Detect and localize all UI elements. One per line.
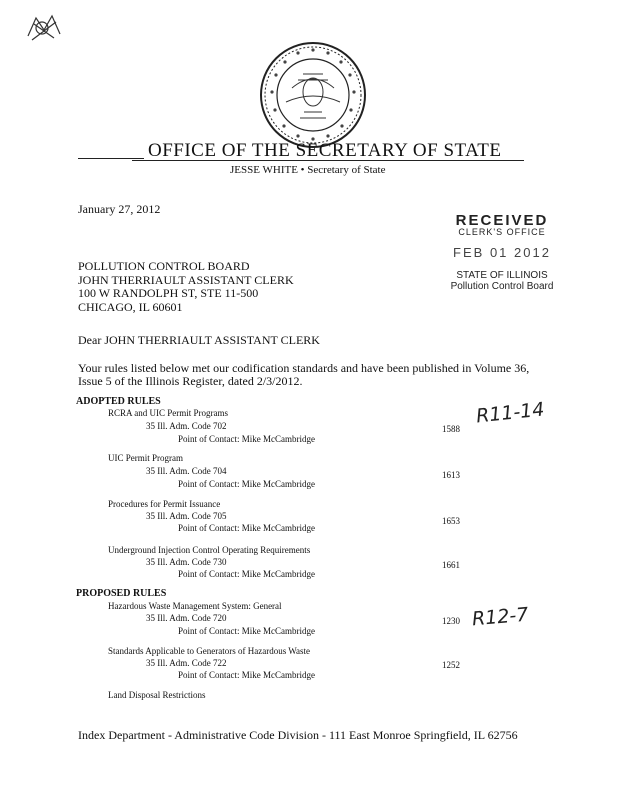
rule-title: Land Disposal Restrictions — [108, 690, 206, 700]
state-seal-icon — [258, 40, 368, 150]
rule-title: Hazardous Waste Management System: General — [108, 601, 282, 611]
recipient-address — [78, 260, 294, 314]
rule-page: 1661 — [442, 560, 460, 570]
secretary-line: JESSE WHITE • Secretary of State — [230, 164, 386, 176]
stamp-board: Pollution Control Board — [450, 281, 554, 292]
handwritten-docket-r11-14: R11-14 — [475, 398, 546, 428]
stamp-clerks-office: CLERK'S OFFICE — [458, 227, 546, 237]
rule-code: 35 Ill. Adm. Code 720 — [146, 613, 227, 623]
received-stamp — [442, 212, 562, 292]
corner-mark-icon — [22, 10, 66, 44]
rule-page: 1613 — [442, 470, 460, 480]
rule-title: Procedures for Permit Issuance — [108, 499, 221, 509]
rule-code: 35 Ill. Adm. Code 705 — [146, 511, 227, 521]
body-line: Your rules listed below met our codification standards and have been published in Volume 36, — [78, 361, 530, 375]
address-line: 100 W RANDOLPH ST, STE 11-500 — [78, 286, 259, 300]
address-line: POLLUTION CONTROL BOARD — [78, 259, 250, 273]
rule-page: 1588 — [442, 424, 460, 434]
letter-date: January 27, 2012 — [78, 202, 161, 216]
rule-contact: Point of Contact: Mike McCambridge — [178, 626, 315, 636]
rule-contact: Point of Contact: Mike McCambridge — [178, 434, 315, 444]
handwritten-docket-r12-7: R12-7 — [471, 603, 530, 631]
rule-code: 35 Ill. Adm. Code 704 — [146, 466, 227, 476]
rule-page: 1230 — [442, 616, 460, 626]
proposed-rules-heading: PROPOSED RULES — [76, 588, 167, 599]
rule-title: Underground Injection Control Operating Requirements — [108, 545, 311, 555]
rule-page: 1252 — [442, 660, 460, 670]
address-line: JOHN THERRIAULT ASSISTANT CLERK — [78, 272, 294, 287]
stamp-date: FEB 01 2012 — [453, 245, 551, 260]
body-line: Issue 5 of the Illinois Register, dated 2/3/2012. — [78, 374, 303, 388]
rule-code: 35 Ill. Adm. Code 730 — [146, 557, 227, 567]
rule-contact: Point of Contact: Mike McCambridge — [178, 479, 315, 489]
rule-title: UIC Permit Program — [108, 453, 183, 463]
salutation: Dear JOHN THERRIAULT ASSISTANT CLERK — [78, 333, 320, 347]
adopted-rules-heading: ADOPTED RULES — [76, 396, 161, 407]
rule-title: RCRA and UIC Permit Programs — [108, 408, 229, 418]
rule-contact: Point of Contact: Mike McCambridge — [178, 670, 315, 680]
letter-body — [78, 362, 548, 388]
stamp-state: STATE OF ILLINOIS — [456, 270, 548, 281]
office-title: OFFICE OF THE SECRETARY OF STATE — [148, 140, 502, 161]
rule-contact: Point of Contact: Mike McCambridge — [178, 523, 315, 533]
rule-code: 35 Ill. Adm. Code 702 — [146, 421, 227, 431]
rule-title: Standards Applicable to Generators of Hazardous Waste — [108, 646, 311, 656]
footer-address: Index Department - Administrative Code Division - 111 East Monroe Springfield, IL 62756 — [78, 728, 518, 742]
title-rule-left — [78, 158, 144, 159]
rule-contact: Point of Contact: Mike McCambridge — [178, 569, 315, 579]
rule-page: 1653 — [442, 516, 460, 526]
rule-code: 35 Ill. Adm. Code 722 — [146, 658, 227, 668]
address-line: CHICAGO, IL 60601 — [78, 299, 183, 314]
stamp-received: RECEIVED — [455, 212, 549, 229]
